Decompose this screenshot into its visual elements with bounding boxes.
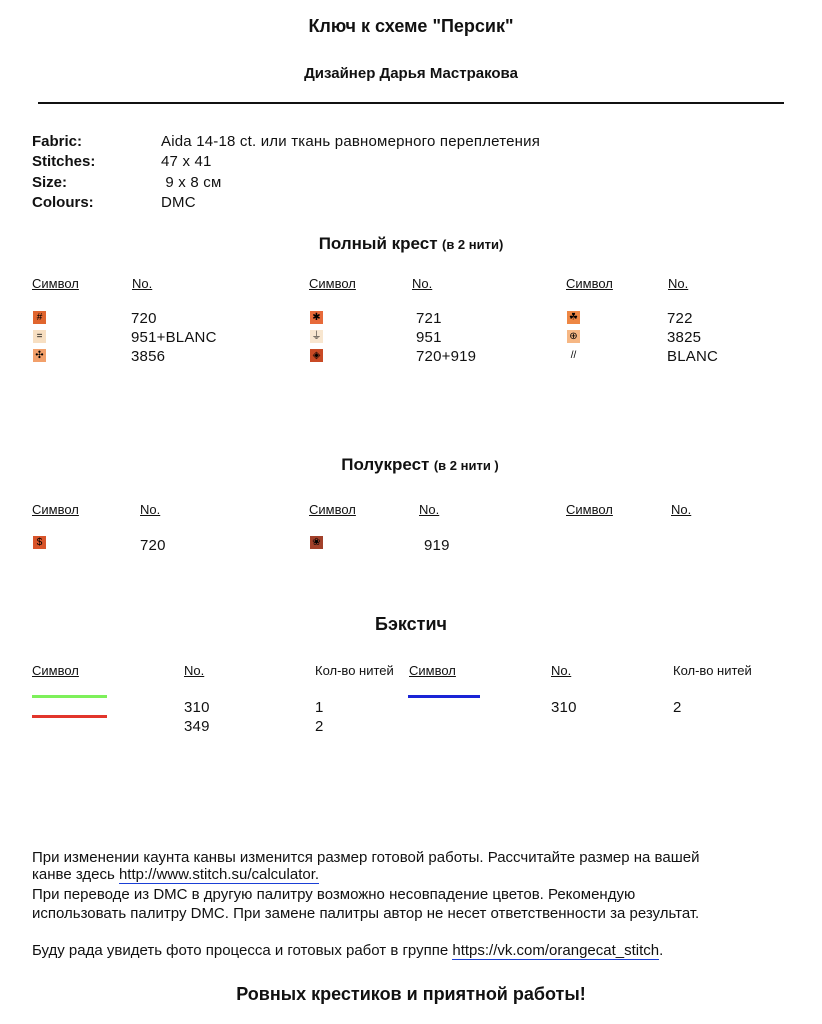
half-cross-col-symbol-1: Символ [32, 502, 79, 517]
header-divider [38, 102, 784, 104]
note-line-2-prefix: канве здесь [32, 866, 119, 883]
half-cross-col-symbol-3: Символ [566, 502, 613, 517]
thread-number: 919 [424, 537, 450, 554]
meta-stitches-label: Stitches: [32, 153, 96, 170]
symbol-swatch: ⊕ [567, 330, 580, 343]
calculator-link[interactable]: http://www.stitch.su/calculator. [118, 866, 320, 883]
backstitch-col-symbol-2: Символ [409, 663, 456, 678]
half-cross-heading [0, 455, 822, 475]
thread-number: 721 [416, 310, 442, 327]
note-line-3: При переводе из DMC в другую палитру возможно несовпадение цветов. Рекомендую [32, 886, 636, 903]
full-cross-col-no-3: No. [668, 276, 689, 291]
backstitch-col-symbol-1: Символ [32, 663, 79, 678]
backstitch-line-swatch [32, 695, 107, 698]
thread-number: 310 [184, 699, 210, 716]
note-line-1: При изменении каунта канвы изменится размер готовой работы. Рассчитайте размер на вашей [32, 849, 700, 866]
thread-number: 349 [184, 718, 210, 735]
meta-colours-value: DMC [161, 194, 196, 211]
thread-number: 722 [667, 310, 693, 327]
backstitch-col-threads-2: Кол-во нитей [673, 663, 752, 678]
meta-fabric-value: Aida 14-18 ct. или ткань равномерного переплетения [161, 133, 541, 150]
symbol-swatch: = [33, 330, 46, 343]
thread-count: 2 [315, 718, 324, 735]
half-cross-col-no-1: No. [140, 502, 161, 517]
note-line-5-prefix: Буду рада увидеть фото процесса и готовых работ в группе [32, 942, 453, 959]
page-title: Ключ к схеме "Персик" [308, 16, 514, 36]
note-line-5-suffix: . [659, 942, 664, 959]
symbol-swatch: # [33, 311, 46, 324]
meta-size-label: Size: [32, 174, 68, 191]
thread-number: 3825 [667, 329, 702, 346]
half-cross-title: Полукрест [341, 455, 430, 474]
note-line-5 [32, 942, 663, 959]
full-cross-note: (в 2 нити) [441, 237, 504, 252]
symbol-swatch: ✱ [310, 311, 323, 324]
thread-number: 720 [140, 537, 166, 554]
thread-number: 720+919 [416, 348, 477, 365]
symbol-swatch: // [567, 349, 580, 362]
thread-number: 3856 [131, 348, 166, 365]
meta-size-value: 9 x 8 см [161, 174, 222, 191]
symbol-swatch: ◈ [310, 349, 323, 362]
thread-number: 720 [131, 310, 157, 327]
full-cross-col-symbol-1: Символ [32, 276, 79, 291]
thread-number: BLANC [667, 348, 719, 365]
meta-fabric-label: Fabric: [32, 133, 83, 150]
thread-number: 951 [416, 329, 442, 346]
full-cross-col-symbol-3: Символ [566, 276, 613, 291]
backstitch-title: Бэкстич [375, 614, 447, 634]
backstitch-col-no-1: No. [184, 663, 205, 678]
note-line-2 [32, 866, 319, 883]
half-cross-col-no-3: No. [671, 502, 692, 517]
backstitch-col-threads-1: Кол-во нитей [315, 663, 394, 678]
vk-group-link[interactable]: https://vk.com/orangecat_stitch [452, 942, 660, 959]
designer-credit: Дизайнер Дарья Мастракова [304, 65, 518, 82]
symbol-swatch: ❀ [310, 536, 323, 549]
full-cross-heading [0, 234, 822, 254]
full-cross-col-symbol-2: Символ [309, 276, 356, 291]
note-line-4: использовать палитру DMC. При замене палитры автор не несет ответственности за результат. [32, 905, 700, 922]
full-cross-col-no-1: No. [132, 276, 153, 291]
thread-number: 310 [551, 699, 577, 716]
backstitch-line-swatch [408, 695, 480, 698]
backstitch-col-no-2: No. [551, 663, 572, 678]
full-cross-col-no-2: No. [412, 276, 433, 291]
symbol-swatch: ✣ [33, 349, 46, 362]
half-cross-col-symbol-2: Символ [309, 502, 356, 517]
thread-count: 2 [673, 699, 682, 716]
closing-line: Ровных крестиков и приятной работы! [236, 984, 586, 1004]
half-cross-note: (в 2 нити ) [433, 458, 499, 473]
meta-colours-label: Colours: [32, 194, 94, 211]
thread-number: 951+BLANC [131, 329, 217, 346]
meta-stitches-value: 47 x 41 [161, 153, 212, 170]
symbol-swatch: ☘ [567, 311, 580, 324]
symbol-swatch: ⏚ [311, 330, 322, 342]
thread-count: 1 [315, 699, 324, 716]
symbol-swatch: $ [33, 536, 46, 549]
full-cross-title: Полный крест [318, 234, 438, 253]
half-cross-col-no-2: No. [419, 502, 440, 517]
backstitch-line-swatch [32, 715, 107, 718]
